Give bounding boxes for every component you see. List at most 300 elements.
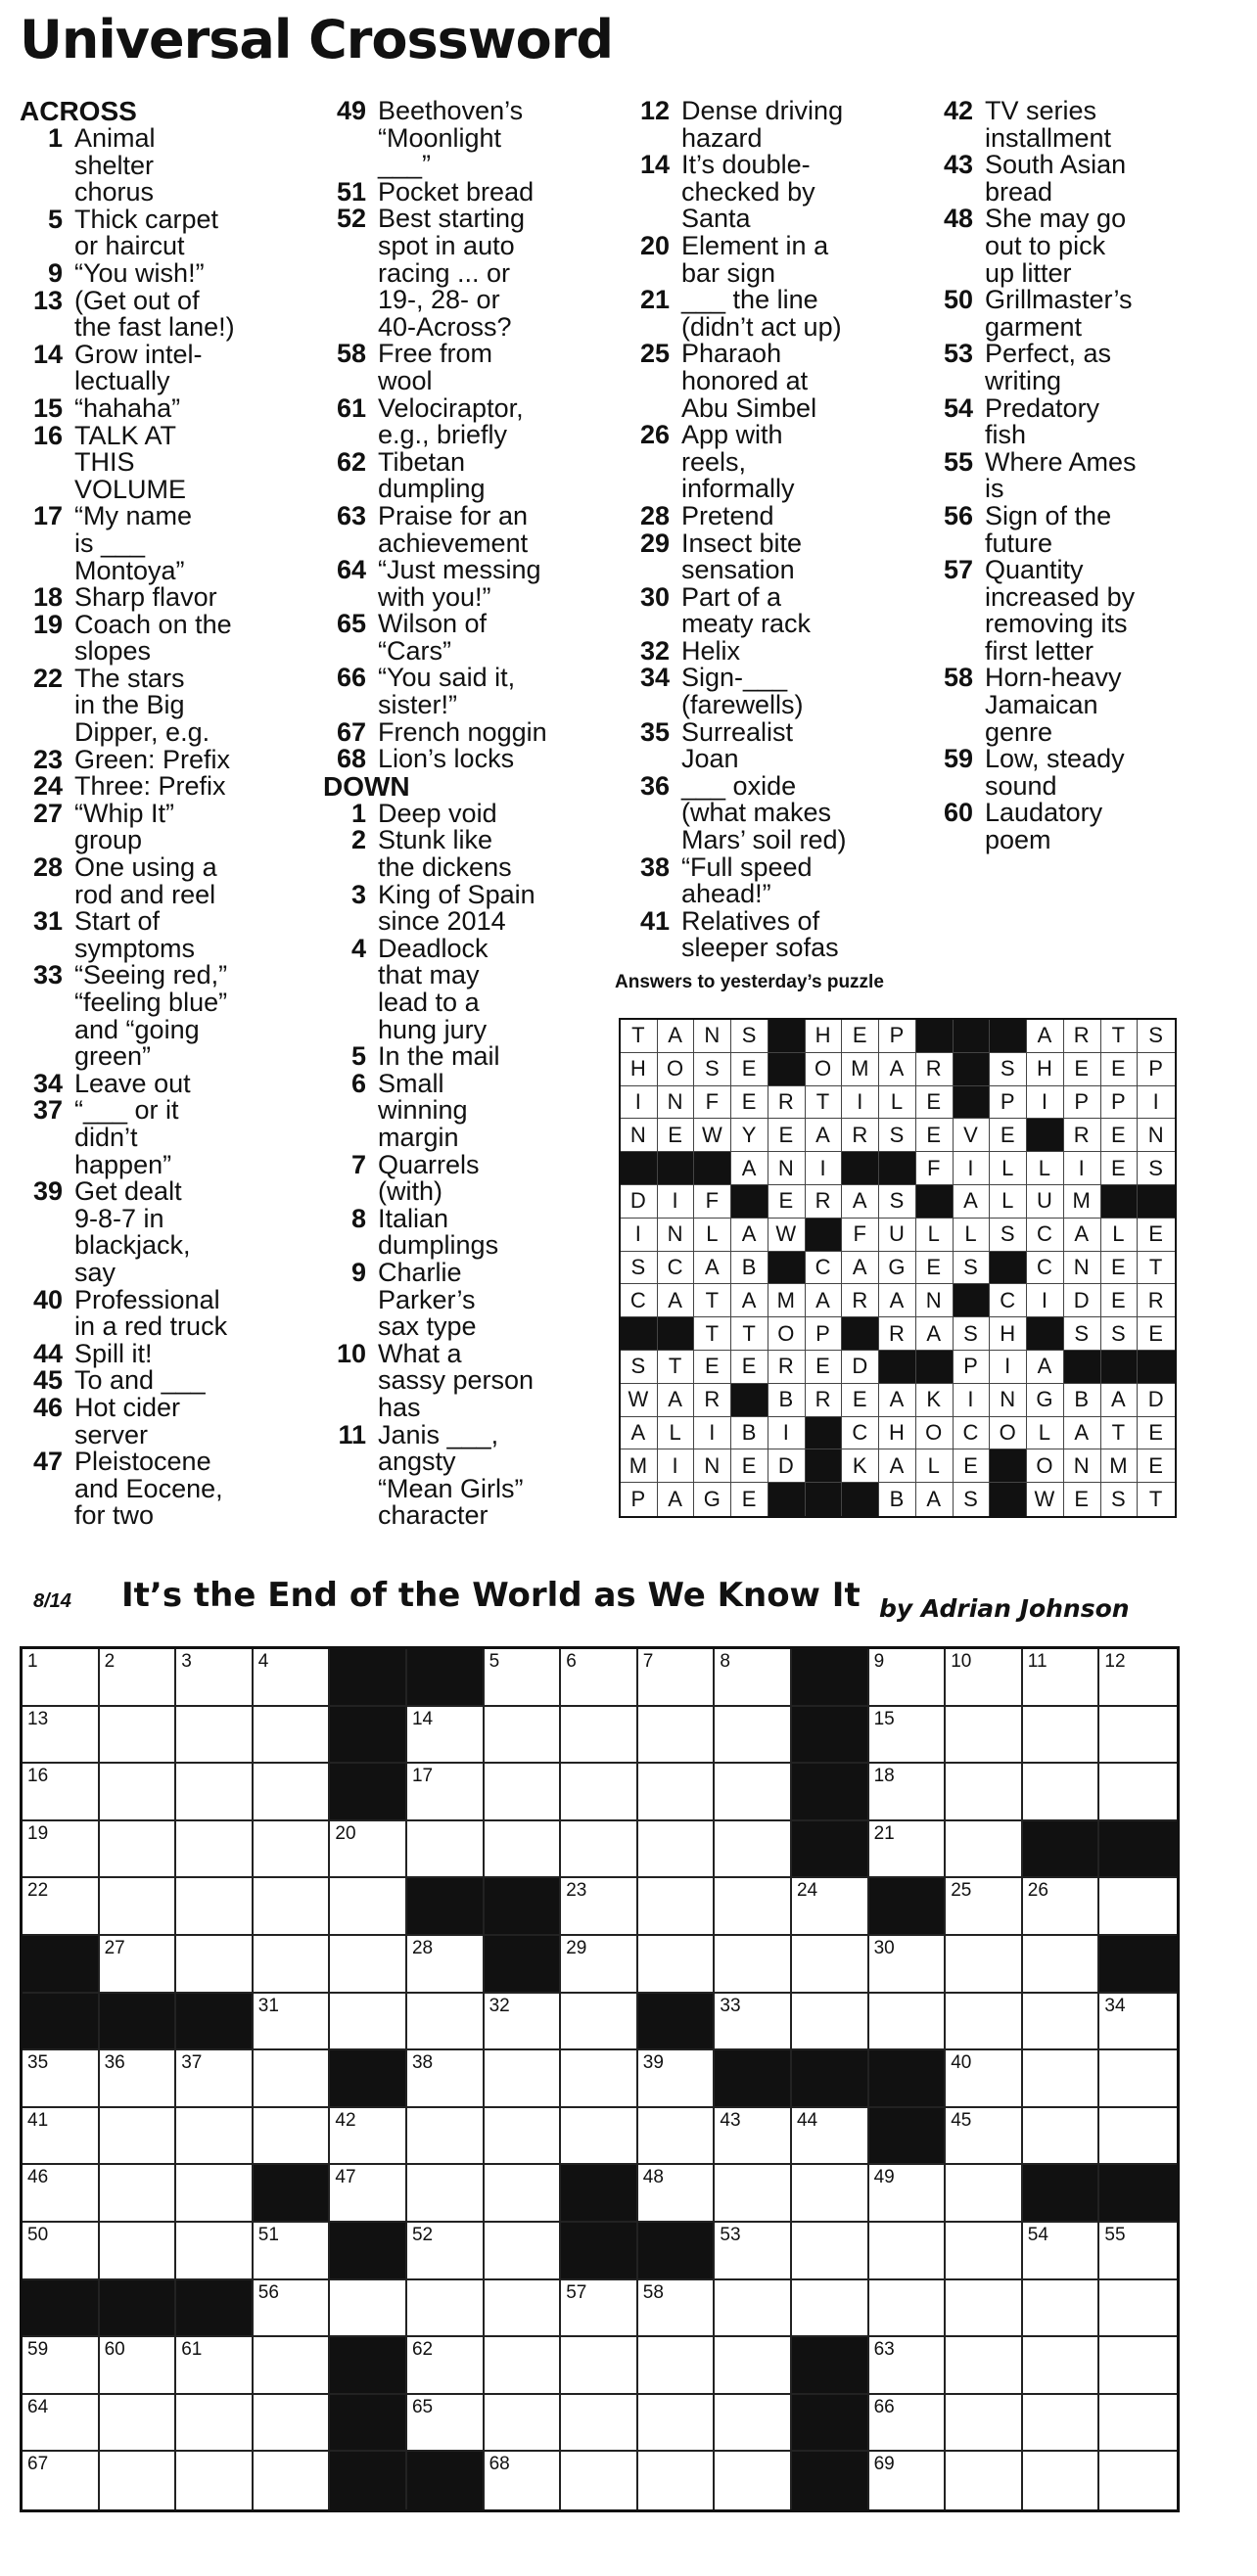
grid-cell[interactable]	[254, 1649, 331, 1707]
grid-cell[interactable]	[254, 1821, 331, 1879]
grid-cell[interactable]	[1023, 2050, 1100, 2108]
grid-cell[interactable]	[638, 2280, 716, 2338]
grid-cell[interactable]	[792, 1936, 869, 1994]
grid-cell[interactable]	[100, 2452, 177, 2509]
grid-cell[interactable]	[715, 1821, 792, 1879]
grid-cell[interactable]	[1023, 1764, 1100, 1821]
clue-text: Small winning margin	[378, 1068, 468, 1152]
clue-number: 25	[639, 339, 670, 369]
answer-cell: A	[621, 1417, 658, 1450]
grid-cell[interactable]	[946, 2165, 1023, 2223]
grid-cell[interactable]	[869, 2223, 947, 2280]
grid-cell[interactable]	[176, 1707, 254, 1765]
clue-number: 58	[336, 339, 366, 369]
clue-number: 29	[639, 528, 670, 558]
grid-cell[interactable]	[1099, 2280, 1177, 2338]
clue-item	[323, 798, 617, 828]
clue-item	[323, 827, 617, 881]
answer-block	[879, 1152, 916, 1185]
grid-cell[interactable]	[638, 2452, 716, 2509]
answer-cell: A	[658, 1284, 695, 1317]
clue-item	[20, 854, 313, 908]
grid-cell[interactable]	[100, 1821, 177, 1879]
grid-cell[interactable]	[254, 2280, 331, 2338]
grid-cell[interactable]	[23, 1821, 100, 1879]
grid-cell[interactable]	[715, 1878, 792, 1936]
cell-number: 2	[104, 1651, 116, 1672]
grid-cell[interactable]	[100, 1649, 177, 1707]
grid-cell[interactable]	[485, 2452, 562, 2509]
grid-cell[interactable]	[330, 1878, 407, 1936]
grid-cell[interactable]	[100, 2223, 177, 2280]
clue-item	[930, 500, 1243, 558]
answer-cell: D	[1138, 1384, 1175, 1417]
grid-block	[869, 2108, 947, 2166]
clue-number: 39	[32, 1176, 63, 1207]
grid-cell[interactable]	[254, 2223, 331, 2280]
grid-cell[interactable]	[561, 1821, 638, 1879]
grid-cell[interactable]	[1099, 2223, 1177, 2280]
clue-item	[930, 392, 1243, 450]
grid-cell[interactable]	[23, 2050, 100, 2108]
clue-item	[930, 800, 1243, 853]
answer-cell: M	[1101, 1449, 1139, 1483]
answer-cell: I	[768, 1417, 806, 1450]
answer-cell: T	[621, 1020, 658, 1053]
grid-cell[interactable]	[176, 1821, 254, 1879]
clue-number: 61	[336, 392, 366, 423]
grid-cell[interactable]	[561, 2337, 638, 2395]
answer-cell: G	[694, 1483, 731, 1516]
clue-item	[930, 98, 1243, 152]
grid-cell[interactable]	[946, 1821, 1023, 1879]
grid-cell[interactable]	[1099, 1878, 1177, 1936]
answer-cell: B	[731, 1252, 768, 1285]
grid-cell[interactable]	[407, 2108, 485, 2166]
grid-cell[interactable]	[254, 2452, 331, 2509]
grid-cell[interactable]	[638, 2337, 716, 2395]
grid-cell[interactable]	[1023, 1936, 1100, 1994]
answer-cell: W	[694, 1119, 731, 1152]
answer-block	[1138, 1351, 1175, 1384]
grid-cell[interactable]	[1023, 2108, 1100, 2166]
grid-cell[interactable]	[485, 1649, 562, 1707]
grid-cell[interactable]	[1099, 1649, 1177, 1707]
grid-cell[interactable]	[638, 1764, 716, 1821]
answer-cell: N	[1064, 1449, 1101, 1483]
cell-number: 17	[411, 1766, 434, 1787]
answer-block	[1064, 1351, 1101, 1384]
answer-cell: H	[1027, 1053, 1064, 1086]
grid-cell[interactable]	[715, 2165, 792, 2223]
grid-cell[interactable]	[330, 2280, 407, 2338]
grid-cell[interactable]	[176, 1878, 254, 1936]
clue-text: Italian dumplings	[378, 1203, 499, 1261]
grid-cell[interactable]	[23, 2108, 100, 2166]
grid-cell[interactable]	[946, 1764, 1023, 1821]
grid-cell[interactable]	[561, 1994, 638, 2051]
grid-cell[interactable]	[100, 2337, 177, 2395]
grid-cell[interactable]	[1099, 1994, 1177, 2051]
clue-item	[930, 446, 1243, 504]
grid-cell[interactable]	[946, 2395, 1023, 2453]
grid-cell[interactable]	[638, 2165, 716, 2223]
grid-block	[792, 2050, 869, 2108]
grid-cell[interactable]	[100, 1707, 177, 1765]
grid-cell[interactable]	[254, 2108, 331, 2166]
grid-cell[interactable]	[23, 2223, 100, 2280]
grid-cell[interactable]	[638, 1649, 716, 1707]
clue-item	[323, 392, 617, 450]
clue-item	[20, 609, 313, 667]
answer-cell: O	[916, 1417, 954, 1450]
grid-cell[interactable]	[23, 1649, 100, 1707]
grid-cell[interactable]	[869, 1649, 947, 1707]
grid-block	[330, 1707, 407, 1765]
answer-block	[990, 1449, 1027, 1483]
grid-cell[interactable]	[485, 1707, 562, 1765]
clue-item	[20, 1178, 313, 1286]
clue-item	[323, 933, 617, 1044]
grid-cell[interactable]	[254, 1994, 331, 2051]
grid-cell[interactable]	[715, 2395, 792, 2453]
grid-cell[interactable]	[638, 1821, 716, 1879]
grid-cell[interactable]	[330, 1936, 407, 1994]
clue-number: 66	[336, 663, 366, 693]
grid-cell[interactable]	[100, 1936, 177, 1994]
grid-cell[interactable]	[254, 1707, 331, 1765]
answer-cell: S	[954, 1483, 991, 1516]
grid-cell[interactable]	[176, 2395, 254, 2453]
grid-cell[interactable]	[715, 2280, 792, 2338]
answer-cell: R	[1064, 1119, 1101, 1152]
grid-cell[interactable]	[946, 1649, 1023, 1707]
grid-cell[interactable]	[23, 1707, 100, 1765]
clue-text: “You said it, sister!”	[378, 663, 516, 720]
cell-number: 24	[796, 1880, 818, 1902]
answer-block	[731, 1185, 768, 1219]
grid-cell[interactable]	[100, 2395, 177, 2453]
grid-cell[interactable]	[254, 1764, 331, 1821]
grid-cell[interactable]	[485, 1821, 562, 1879]
grid-cell[interactable]	[176, 1936, 254, 1994]
clue-number: 40	[32, 1284, 63, 1314]
grid-cell[interactable]	[561, 2395, 638, 2453]
grid-cell[interactable]	[869, 2337, 947, 2395]
grid-cell[interactable]	[1023, 2280, 1100, 2338]
grid-cell[interactable]	[869, 2165, 947, 2223]
grid-cell[interactable]	[100, 2165, 177, 2223]
grid-cell[interactable]	[1099, 2337, 1177, 2395]
grid-cell[interactable]	[561, 1878, 638, 1936]
grid-cell[interactable]	[176, 2050, 254, 2108]
grid-cell[interactable]	[946, 2280, 1023, 2338]
grid-cell[interactable]	[638, 1878, 716, 1936]
clue-number: 30	[639, 581, 670, 612]
clue-text: It’s double- checked by Santa	[681, 150, 815, 234]
clue-text: Quantity increased by removing its first letter	[985, 555, 1136, 666]
grid-cell[interactable]	[561, 1649, 638, 1707]
grid-cell[interactable]	[561, 1764, 638, 1821]
grid-cell[interactable]	[485, 2050, 562, 2108]
grid-cell[interactable]	[407, 1764, 485, 1821]
answer-block	[990, 1020, 1027, 1053]
grid-cell[interactable]	[100, 2108, 177, 2166]
answer-block	[842, 1152, 879, 1185]
grid-cell[interactable]	[869, 2395, 947, 2453]
grid-cell[interactable]	[792, 1994, 869, 2051]
grid-cell[interactable]	[792, 2165, 869, 2223]
grid-cell[interactable]	[561, 2452, 638, 2509]
grid-cell[interactable]	[946, 1878, 1023, 1936]
answer-cell: C	[1027, 1219, 1064, 1252]
clue-text: Lion’s locks	[378, 744, 515, 774]
clue-text: French noggin	[378, 716, 547, 747]
cell-number: 6	[566, 1651, 577, 1672]
clue-text: Horn-heavy Jamaican genre	[985, 663, 1122, 747]
grid-cell[interactable]	[407, 1994, 485, 2051]
grid-cell[interactable]	[715, 2337, 792, 2395]
grid-cell[interactable]	[407, 1707, 485, 1765]
grid-cell[interactable]	[792, 1878, 869, 1936]
grid-cell[interactable]	[254, 2337, 331, 2395]
clue-column	[20, 98, 313, 1530]
answer-cell: R	[916, 1053, 954, 1086]
grid-cell[interactable]	[23, 2452, 100, 2509]
grid-cell[interactable]	[407, 1821, 485, 1879]
clue-number: 2	[350, 825, 366, 855]
grid-cell[interactable]	[1023, 1707, 1100, 1765]
grid-cell[interactable]	[407, 2223, 485, 2280]
grid-cell[interactable]	[1099, 1707, 1177, 1765]
grid-cell[interactable]	[1099, 2108, 1177, 2166]
clue-text: What a sassy person has	[378, 1338, 535, 1422]
grid-cell[interactable]	[561, 1707, 638, 1765]
answer-cell: O	[990, 1417, 1027, 1450]
grid-cell[interactable]	[485, 1764, 562, 1821]
answer-cell: E	[806, 1351, 843, 1384]
grid-cell[interactable]	[1023, 1649, 1100, 1707]
grid-cell[interactable]	[254, 2395, 331, 2453]
grid-block	[23, 1994, 100, 2051]
answer-cell: T	[1101, 1020, 1139, 1053]
grid-cell[interactable]	[946, 2337, 1023, 2395]
grid-cell[interactable]	[715, 2223, 792, 2280]
grid-cell[interactable]	[330, 2165, 407, 2223]
grid-cell[interactable]	[1023, 2452, 1100, 2509]
grid-cell[interactable]	[561, 2108, 638, 2166]
grid-cell[interactable]	[946, 2223, 1023, 2280]
grid-cell[interactable]	[561, 2280, 638, 2338]
grid-cell[interactable]	[407, 2165, 485, 2223]
grid-cell[interactable]	[100, 1878, 177, 1936]
answer-cell: B	[879, 1483, 916, 1516]
grid-cell[interactable]	[176, 2108, 254, 2166]
grid-cell[interactable]	[561, 2050, 638, 2108]
clue-item	[20, 584, 313, 612]
grid-cell[interactable]	[23, 2395, 100, 2453]
clue-number: 15	[32, 392, 63, 423]
grid-cell[interactable]	[638, 1936, 716, 1994]
grid-cell[interactable]	[638, 1707, 716, 1765]
grid-cell[interactable]	[638, 2108, 716, 2166]
answer-cell: A	[1064, 1219, 1101, 1252]
clue-item	[20, 962, 313, 1070]
grid-cell[interactable]	[1023, 2223, 1100, 2280]
grid-cell[interactable]	[23, 2165, 100, 2223]
grid-cell[interactable]	[176, 1649, 254, 1707]
grid-cell[interactable]	[1023, 2337, 1100, 2395]
grid-cell[interactable]	[638, 2050, 716, 2108]
answer-cell: S	[879, 1119, 916, 1152]
grid-cell[interactable]	[23, 1878, 100, 1936]
cell-number: 35	[27, 2052, 49, 2074]
grid-cell[interactable]	[715, 1936, 792, 1994]
grid-cell[interactable]	[869, 2452, 947, 2509]
clue-column	[323, 98, 617, 1530]
grid-cell[interactable]	[407, 2050, 485, 2108]
grid-cell[interactable]	[869, 1994, 947, 2051]
clue-number: 20	[639, 230, 670, 260]
grid-cell[interactable]	[176, 2165, 254, 2223]
grid-cell[interactable]	[792, 2280, 869, 2338]
grid-cell[interactable]	[792, 2223, 869, 2280]
grid-cell[interactable]	[254, 1878, 331, 1936]
grid-cell[interactable]	[715, 1649, 792, 1707]
grid-cell[interactable]	[176, 1764, 254, 1821]
clue-number: 38	[639, 851, 670, 882]
answer-cell: O	[1027, 1449, 1064, 1483]
clue-text: Predatory fish	[985, 392, 1100, 450]
clue-item	[323, 1257, 617, 1342]
cell-number: 63	[873, 2339, 895, 2361]
clue-number: 14	[639, 150, 670, 180]
clue-text: Laudatory poem	[985, 798, 1103, 855]
grid-cell[interactable]	[176, 2337, 254, 2395]
grid-cell[interactable]	[869, 1764, 947, 1821]
grid-cell[interactable]	[407, 2280, 485, 2338]
grid-cell[interactable]	[254, 1936, 331, 1994]
grid-cell[interactable]	[792, 2108, 869, 2166]
grid-cell[interactable]	[23, 1764, 100, 1821]
answer-cell: M	[768, 1284, 806, 1317]
grid-cell[interactable]	[407, 2337, 485, 2395]
clue-text: “___ or it didn’t happen”	[74, 1095, 179, 1179]
grid-cell[interactable]	[1099, 1764, 1177, 1821]
answer-cell: L	[916, 1449, 954, 1483]
grid-cell[interactable]	[407, 1936, 485, 1994]
clue-number: 51	[336, 176, 366, 207]
grid-cell[interactable]	[946, 1707, 1023, 1765]
answer-cell: D	[621, 1185, 658, 1219]
clue-text: Wilson of “Cars”	[378, 609, 488, 666]
grid-cell[interactable]	[946, 1994, 1023, 2051]
grid-cell[interactable]	[638, 2395, 716, 2453]
cell-number: 3	[181, 1651, 192, 1672]
grid-cell[interactable]	[485, 2223, 562, 2280]
grid-cell[interactable]	[100, 1764, 177, 1821]
clue-item	[930, 665, 1243, 746]
clue-text: Free from wool	[378, 339, 493, 395]
grid-cell[interactable]	[946, 2452, 1023, 2509]
grid-cell[interactable]	[330, 2108, 407, 2166]
grid-cell[interactable]	[715, 1707, 792, 1765]
grid-cell[interactable]	[715, 2108, 792, 2166]
grid-cell[interactable]	[561, 1936, 638, 1994]
answer-cell: C	[621, 1284, 658, 1317]
answer-cell: L	[1101, 1219, 1139, 1252]
grid-cell[interactable]	[1023, 1994, 1100, 2051]
grid-cell[interactable]	[23, 2337, 100, 2395]
grid-cell[interactable]	[869, 2280, 947, 2338]
grid-cell[interactable]	[485, 2395, 562, 2453]
answer-cell: L	[990, 1185, 1027, 1219]
grid-cell[interactable]	[485, 2108, 562, 2166]
grid-cell[interactable]	[1099, 2395, 1177, 2453]
grid-block	[792, 1707, 869, 1765]
grid-cell[interactable]	[715, 2452, 792, 2509]
cell-number: 1	[27, 1651, 38, 1672]
grid-cell[interactable]	[485, 2165, 562, 2223]
grid-cell[interactable]	[715, 1994, 792, 2051]
clue-item	[323, 879, 617, 937]
answer-cell: A	[731, 1152, 768, 1185]
clue-item	[627, 422, 920, 503]
clue-item	[323, 1338, 617, 1422]
grid-block	[176, 1994, 254, 2051]
grid-cell[interactable]	[946, 2050, 1023, 2108]
clue-item	[323, 611, 617, 665]
grid-cell[interactable]	[176, 2223, 254, 2280]
grid-cell[interactable]	[407, 2395, 485, 2453]
clue-item	[20, 1367, 313, 1395]
grid-cell[interactable]	[485, 2280, 562, 2338]
grid-cell[interactable]	[869, 1707, 947, 1765]
clue-text: Pleistocene and Eocene, for two	[74, 1447, 223, 1531]
clue-number: 64	[336, 555, 366, 585]
clue-item	[323, 665, 617, 718]
grid-cell[interactable]	[1099, 2452, 1177, 2509]
grid-cell[interactable]	[330, 1821, 407, 1879]
grid-cell[interactable]	[946, 2108, 1023, 2166]
grid-cell[interactable]	[946, 1936, 1023, 1994]
grid-cell[interactable]	[1099, 2050, 1177, 2108]
clue-item	[627, 500, 920, 530]
grid-cell[interactable]	[330, 1994, 407, 2051]
answer-cell: E	[1138, 1449, 1175, 1483]
cell-number: 13	[27, 1708, 49, 1729]
cell-number: 52	[411, 2224, 434, 2245]
cell-number: 51	[257, 2224, 279, 2245]
grid-cell[interactable]	[1023, 1878, 1100, 1936]
answer-cell: E	[1064, 1483, 1101, 1516]
grid-cell[interactable]	[869, 1936, 947, 1994]
clue-text: Velociraptor, e.g., briefly	[378, 392, 524, 450]
grid-cell[interactable]	[869, 1821, 947, 1879]
answer-cell: M	[1064, 1185, 1101, 1219]
answer-cell: E	[694, 1351, 731, 1384]
grid-cell[interactable]	[254, 2050, 331, 2108]
grid-cell[interactable]	[715, 1764, 792, 1821]
grid-cell[interactable]	[485, 1994, 562, 2051]
grid-cell[interactable]	[176, 2452, 254, 2509]
clue-item	[323, 206, 617, 341]
grid-cell[interactable]	[1023, 2395, 1100, 2453]
grid-cell[interactable]	[485, 2337, 562, 2395]
grid-cell[interactable]	[100, 2050, 177, 2108]
clue-number: 18	[32, 582, 63, 613]
cell-number: 15	[873, 1708, 895, 1729]
